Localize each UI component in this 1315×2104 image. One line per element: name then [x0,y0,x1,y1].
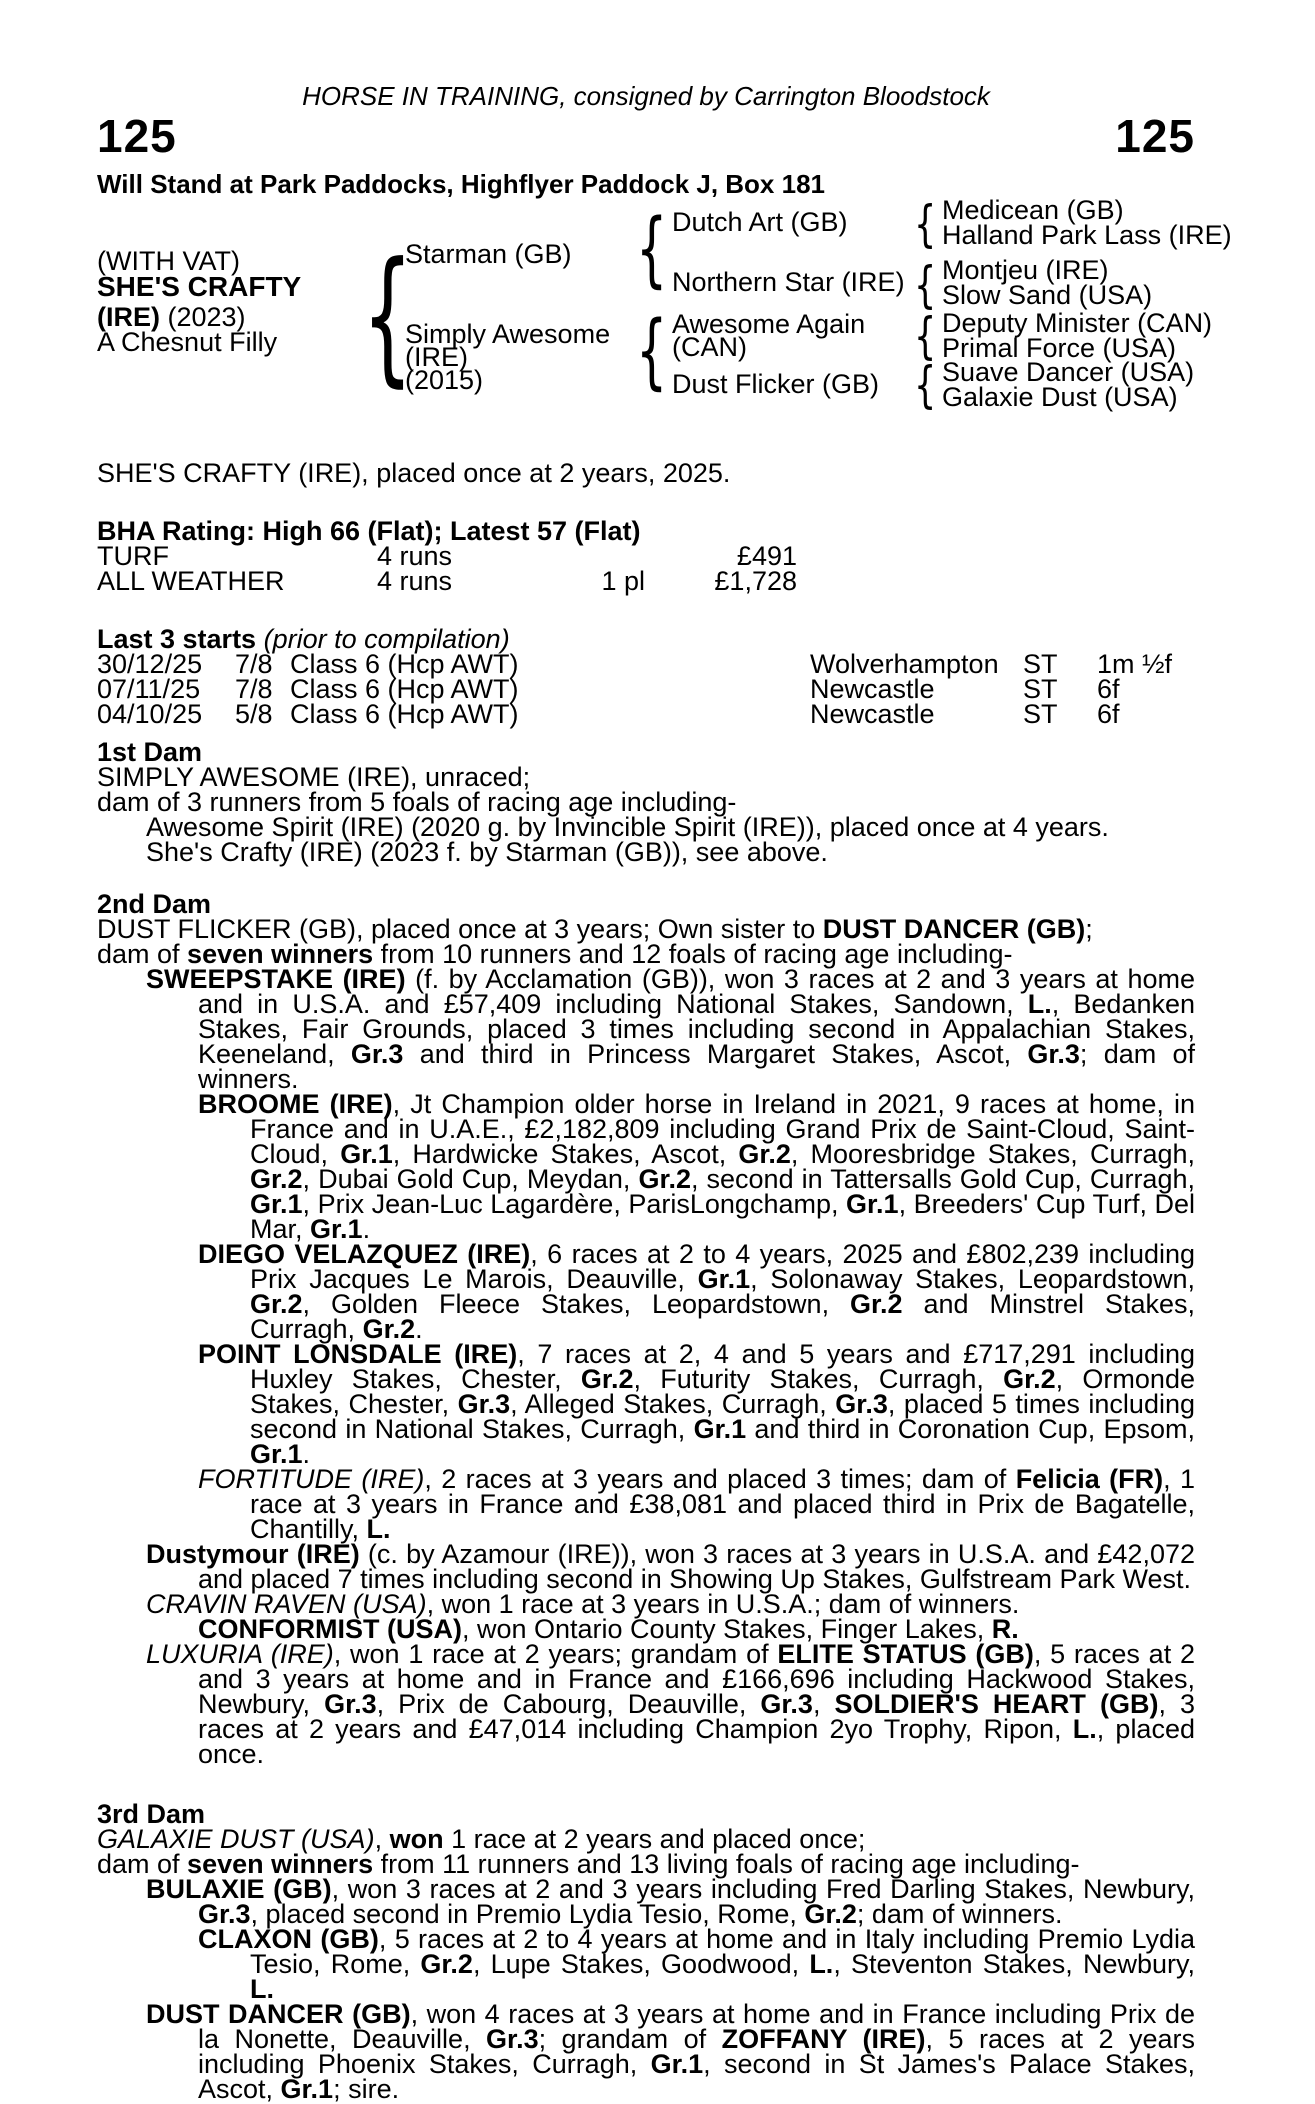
text-run: , placed second in Premio Lydia Tesio, Rome, [250,1899,805,1929]
pedigree-brace-sire: { [636,202,668,297]
pedigree-paragraph [97,1874,1195,1929]
pedigree-brace-gen3-4: { [914,356,937,414]
pedigree-brace-dam: { [636,304,668,399]
text-run: ; [1085,914,1093,944]
text-run: , Alleged Stakes, Curragh, [510,1389,836,1419]
gen3-name-7: Suave Dancer (USA) [942,357,1195,387]
text-run: Gr.3 [835,1389,888,1419]
text-run: , Lupe Stakes, Goodwood, [472,1949,810,1979]
pedigree-paragraph [97,1924,1196,2004]
gen3-name-5: Deputy Minister (CAN) [942,308,1213,338]
text-run: , won 3 races at 2 and 3 years including Fred Darling Stakes, Newbury, [331,1874,1195,1904]
text-run: Gr.2 [850,1289,903,1319]
second-dam-section [97,889,1196,1769]
text-run: , Jt Champion older horse in Ireland in 2021, 9 races at home, in France and in U.A.E., £2,182,809 including Grand Prix de Saint-Cloud, Saint-Cloud, [250,1089,1195,1169]
text-run: dam of 3 runners from 5 foals of racing age including- [97,787,737,817]
dam-name-line-2: (IRE) [405,342,468,372]
text-run: ZOFFANY (IRE) [721,2024,926,2054]
earnings-value: £491 [736,541,797,571]
text-run: , Ormonde Stakes, Chester, [250,1364,1195,1419]
text-run: Awesome Spirit (IRE) (2020 g. by Invincible Spirit (IRE)), placed once at 4 years. [146,812,1109,842]
text-run: , Hardwicke Stakes, Ascot, [392,1139,739,1169]
text-run: 1 race at 2 years and placed once; [443,1824,866,1854]
text-run: , won 1 race at 3 years in U.S.A.; dam of winners. [426,1589,1020,1619]
pedigree-brace-gen3-2: { [914,256,937,314]
consignor-line: HORSE IN TRAINING, consigned by Carrington Bloodstock [302,81,990,111]
text-run: Gr.2 [362,1314,416,1344]
text-run: BULAXIE (GB) [146,1874,332,1904]
runs-value: 4 runs [377,566,453,596]
text-run: , Solonaway Stakes, Leopardstown, [750,1264,1195,1294]
text-run: (f. by Acclamation (GB)), won 3 races at 2 and 3 years at home and in U.S.A. and £57,409 including National Stakes, Sandown, [198,964,1195,1019]
text-run: DIEGO VELAZQUEZ (IRE) [198,1239,531,1269]
text-run: , Prix de Cabourg, Deauville, [376,1689,761,1719]
pedigree-brace-gen3-1: { [914,195,937,253]
text-run: BROOME (IRE) [198,1089,393,1119]
sire-dam-name: Northern Star (IRE) [672,267,905,297]
text-run: Gr.3 [457,1389,511,1419]
pedigree-paragraph [97,1464,1195,1544]
text-run: Gr.1 [310,1214,363,1244]
text-run: Gr.2 [738,1139,791,1169]
race-distance: 6f [1097,699,1120,729]
text-run: ; sire. [333,2074,400,2104]
runs-value: 4 runs [377,541,453,571]
text-run: GALAXIE DUST (USA) [97,1824,375,1854]
text-run: seven winners [187,939,374,969]
text-run: , second in St James's Palace Stakes, Ascot, [198,2049,1195,2104]
text-run: and third in Coronation Cup, Epsom, [746,1414,1195,1444]
pedigree-paragraph [97,964,1196,1094]
text-run: ; grandam of [538,2024,722,2054]
text-run: from 10 runners and 12 foals of racing age including- [373,939,1013,969]
text-run: L. [366,1514,391,1544]
text-run: , Futurity Stakes, Curragh, [633,1364,1004,1394]
text-run: from 11 runners and 13 living foals of racing age including- [373,1849,1080,1879]
catalogue-body [97,458,1196,2104]
text-run: , won 1 race at 2 years; grandam of [333,1639,778,1669]
gen3-name-1: Medicean (GB) [942,195,1124,225]
first-dam-section [97,737,1195,867]
gen3-name-2: Halland Park Lass (IRE) [942,220,1232,250]
text-run: Gr.1 [846,1189,899,1219]
race-venue: Wolverhampton [810,649,999,679]
text-run: and Minstrel Stakes, Curragh, [250,1289,1195,1344]
text-run: Gr.3 [198,1899,251,1929]
text-run: and third in Princess Margaret Stakes, Ascot, [403,1039,1028,1069]
text-run: Gr.3 [350,1039,404,1069]
text-run: Gr.3 [486,2024,539,2054]
text-run: dam of [97,1849,188,1879]
text-run: , Bedanken Stakes, Fair Grounds, placed 3 times including second in Appalachian Stakes, Keeneland, [198,989,1196,1069]
text-run: , 6 races at 2 to 4 years, 2025 and £802,239 including Prix Jacques Le Marois, Deauville, [250,1239,1196,1294]
dam-sire-name-line-1: Awesome Again [672,309,866,339]
text-run: , Prix Jean-Luc Lagardère, ParisLongchamp, [302,1189,847,1219]
subject-vat-note: (WITH VAT) [97,246,240,276]
pedigree-paragraph [97,1999,1195,2104]
pedigree-paragraph [97,1089,1195,1244]
text-run: Gr.2 [580,1364,634,1394]
text-run: , Breeders' Cup Turf, Del Mar, [250,1189,1195,1244]
dam-name-line-1: Simply Awesome [405,319,611,349]
text-run: , Mooresbridge Stakes, Curragh, [790,1139,1195,1169]
ratings-table [97,516,1195,596]
text-run: , [374,1824,390,1854]
text-run: L. [250,1974,274,2004]
text-run: Gr.2 [420,1949,473,1979]
text-run: Gr.1 [250,1189,303,1219]
text-run: LUXURIA (IRE) [146,1639,334,1669]
text-run: Dustymour (IRE) [146,1539,360,1569]
text-run: POINT LONSDALE (IRE) [198,1339,518,1369]
lot-number-right: 125 [1115,110,1195,162]
text-run: Gr.3 [760,1689,813,1719]
dam-name-line-3: (2015) [405,365,484,395]
text-run: (IRE) [97,302,160,332]
gen3-name-8: Galaxie Dust (USA) [942,382,1178,412]
text-run: L. [1027,989,1052,1019]
gen3-name-6: Primal Force (USA) [942,333,1177,363]
sire-sire-name: Dutch Art (GB) [672,207,848,237]
text-run: . [302,1439,311,1469]
start-date: 30/12/25 [97,649,203,679]
dam-dam-name: Dust Flicker (GB) [672,369,880,399]
text-run: (2023) [160,302,246,332]
race-distance: 6f [1097,674,1120,704]
text-run: Gr.1 [250,1439,303,1469]
pedigree-brace-gen1: { [362,231,414,401]
subject-suffix-year [97,302,246,332]
text-run: seven winners [187,1849,374,1879]
earnings-value: £1,728 [714,566,797,596]
last-starts-table [97,624,1195,729]
ratings-row-all-weather [97,566,1195,596]
text-run: ; dam of winners. [856,1899,1063,1929]
pedigree-paragraph [97,1639,1195,1769]
text-run: , placed 5 times including second in National Stakes, Curragh, [250,1389,1195,1444]
text-run: Gr.3 [1027,1039,1080,1069]
text-run: , won 4 races at 3 years at home and in France including Prix de la Nonette, Deauville, [198,1999,1195,2054]
surface-label: ALL WEATHER [97,566,285,596]
text-run: L. [1072,1714,1097,1744]
text-run: , second in Tattersalls Gold Cup, Curragh, [690,1164,1195,1194]
race-distance: 1m ½f [1097,649,1173,679]
text-run: Gr.3 [324,1689,377,1719]
text-run: , 3 races at 2 years and £47,014 including Champion 2yo Trophy, Ripon, [198,1689,1195,1744]
pedigree-paragraph [97,1539,1195,1594]
subject-description: A Chesnut Filly [97,327,278,357]
start-date: 07/11/25 [97,674,201,704]
text-run: FORTITUDE (IRE) [198,1464,425,1494]
text-run: Gr.1 [280,2074,334,2104]
text-run: Last 3 starts [97,624,257,654]
text-run: Gr.2 [638,1164,691,1194]
text-run: SIMPLY AWESOME (IRE), unraced; [97,762,531,792]
text-run: She's Crafty (IRE) (2023 f. by Starman (GB)), see above. [146,837,828,867]
table-row [97,699,1195,729]
section-heading-3rd-dam: 3rd Dam [97,1799,206,1829]
section-heading-2nd-dam: 2nd Dam [97,889,212,919]
subject-name: SHE'S CRAFTY [97,271,302,302]
sire-name: Starman (GB) [405,239,572,269]
text-run: . [362,1214,371,1244]
text-run: Gr.2 [250,1289,303,1319]
text-run: (prior to compilation) [263,624,510,654]
race-venue: Newcastle [810,674,935,704]
text-run: L. [809,1949,834,1979]
text-run: SWEEPSTAKE (IRE) [146,964,406,994]
text-run: SOLDIER'S HEART (GB) [834,1689,1159,1719]
text-run: , Steventon Stakes, Newbury, [833,1949,1195,1979]
text-run: CONFORMIST (USA) [198,1614,462,1644]
text-run: Gr.1 [697,1264,751,1294]
pedigree-paragraph [97,837,1195,867]
race-surface: ST [1023,674,1058,704]
dam-sire-name-line-2: (CAN) [672,332,747,362]
race-surface: ST [1023,699,1058,729]
stand-location-line: Will Stand at Park Paddocks, Highflyer Paddock J, Box 181 [97,169,825,199]
text-run: Gr.2 [804,1899,857,1929]
text-run: DUST DANCER (GB) [146,1999,411,2029]
surface-label: TURF [97,541,169,571]
finish-position: 7/8 [235,674,273,704]
text-run: Gr.2 [1003,1364,1056,1394]
race-summary-line: SHE'S CRAFTY (IRE), placed once at 2 years, 2025. [97,458,731,488]
text-run: won [389,1824,444,1854]
race-class: Class 6 (Hcp AWT) [290,699,519,729]
lot-number-row [0,110,1315,162]
text-run: , 7 races at 2, 4 and 5 years and £717,291 including Huxley Stakes, Chester, [250,1339,1196,1394]
race-class: Class 6 (Hcp AWT) [290,674,519,704]
finish-position: 7/8 [235,649,273,679]
text-run: , 1 race at 3 years in France and £38,081 and placed third in Prix de Bagatelle, Chantilly, [250,1464,1195,1544]
text-run: ; dam of winners. [198,1039,1196,1094]
text-run: DUST DANCER (GB) [822,914,1086,944]
text-run: Gr.1 [650,2049,704,2079]
text-run: , placed once. [198,1714,1195,1769]
text-run: , won Ontario County Stakes, Finger Lakes, [461,1614,992,1644]
text-run: . [415,1314,423,1344]
section-heading-1st-dam: 1st Dam [97,737,203,767]
text-run: ELITE STATUS (GB) [777,1639,1034,1669]
text-run: CLAXON (GB) [198,1924,379,1954]
text-run: , 5 races at 2 years including Phoenix Stakes, Curragh, [198,2024,1195,2079]
text-run: Gr.2 [250,1164,303,1194]
pedigree-paragraph [97,1239,1196,1344]
pedigree-brace-gen3-3: { [914,307,937,365]
text-run: CRAVIN RAVEN (USA) [146,1589,427,1619]
race-class: Class 6 (Hcp AWT) [290,649,519,679]
bha-rating-line: BHA Rating: High 66 (Flat); Latest 57 (Flat) [97,516,641,546]
pedigree-table [0,196,1315,421]
gen3-name-4: Slow Sand (USA) [942,280,1153,310]
places-value: 1 pl [601,566,645,596]
race-venue: Newcastle [810,699,935,729]
text-run: , 5 races at 2 to 4 years at home and in Italy including Premio Lydia Tesio, Rome, [250,1924,1196,1979]
text-run: Felicia (FR) [1015,1464,1164,1494]
text-run: DUST FLICKER (GB), placed once at 3 years; Own sister to [97,914,823,944]
text-run: (c. by Azamour (IRE)), won 3 races at 3 years in U.S.A. and £42,072 and placed 7 times including second in Showing Up Stakes, Gulfstream Park West. [198,1539,1195,1594]
text-run: , 5 races at 2 and 3 years at home and in France and £166,696 including Hackwood Stakes, Newbury, [198,1639,1195,1719]
text-run: Gr.1 [340,1139,393,1169]
start-date: 04/10/25 [97,699,203,729]
text-run: , Dubai Gold Cup, Meydan, [302,1164,639,1194]
text-run: R. [991,1614,1019,1644]
finish-position: 5/8 [235,699,273,729]
gen3-name-3: Montjeu (IRE) [942,255,1109,285]
third-dam-section [97,1799,1196,2104]
text-run: , Golden Fleece Stakes, Leopardstown, [302,1289,851,1319]
text-run: dam of [97,939,188,969]
text-run: , 2 races at 3 years and placed 3 times; dam of [424,1464,1016,1494]
race-surface: ST [1023,649,1058,679]
pedigree-paragraph [97,1339,1196,1469]
lot-number-left: 125 [97,110,177,162]
text-run: Gr.1 [693,1414,747,1444]
text-run: , [812,1689,835,1719]
